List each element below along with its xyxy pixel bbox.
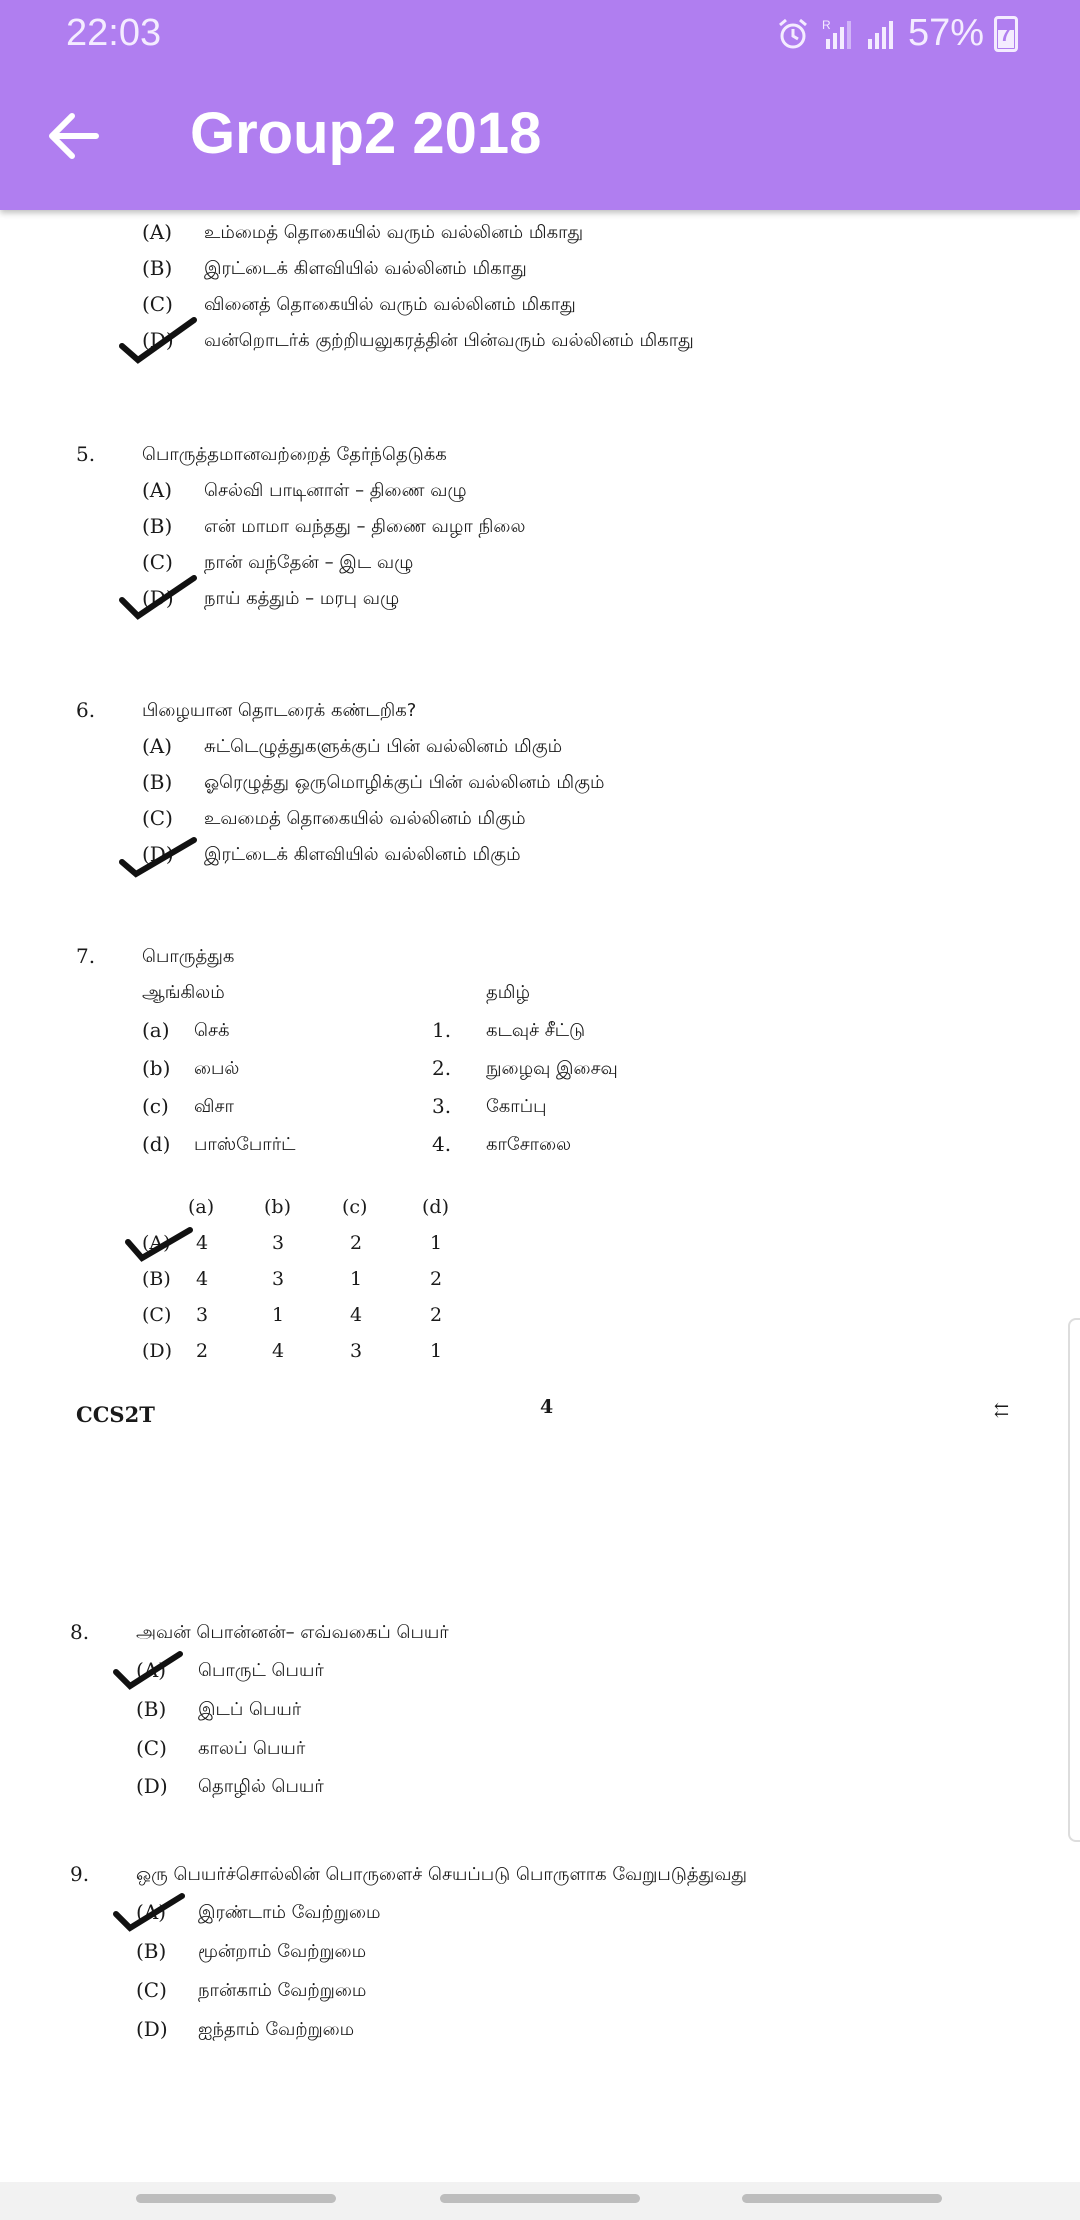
option-label: (D): [142, 842, 174, 866]
column-header-right: தமிழ்: [486, 982, 530, 1003]
status-icons: [776, 12, 1018, 55]
question-text: ஒரு பெயர்ச்சொல்லின் பொருளைச் செயப்படு பொருளாக வேறுபடுத்துவது: [136, 1864, 748, 1885]
option-text: நாய் கத்தும் – மரபு வழு: [204, 588, 400, 609]
checkmark-icon: [112, 1890, 192, 1940]
question-number: 8.: [70, 1620, 90, 1644]
option-label: (C): [142, 806, 173, 830]
option-text: ஓரெழுத்து ஒருமொழிக்குப் பின் வல்லினம் மிகும்: [204, 772, 605, 793]
checkmark-icon: [118, 572, 198, 622]
battery-icon: [994, 16, 1018, 52]
option-text: இரட்டைக் கிளவியில் வல்லினம் மிகாது: [204, 258, 527, 279]
app-bar: [0, 0, 1080, 210]
match-right-text: கோப்பு: [486, 1096, 547, 1117]
option-label: (A): [136, 1900, 167, 1924]
match-left-label: (a): [142, 1018, 170, 1042]
option-label: (B): [142, 514, 173, 538]
battery-percent: 57%: [907, 12, 984, 54]
grid-cell: 2: [430, 1268, 443, 1290]
svg-text:R: R: [821, 17, 831, 32]
match-right-text: கடவுச் சீட்டு: [486, 1020, 586, 1041]
checkmark-icon: [118, 314, 198, 364]
grid-cell: 1: [430, 1340, 443, 1362]
match-left-text: பைல்: [194, 1058, 240, 1079]
navigation-bar: [0, 2182, 1080, 2220]
option-label: (B): [142, 256, 173, 280]
question-text: பொருத்துக: [142, 946, 235, 967]
grid-cell: 1: [350, 1268, 363, 1290]
match-left-label: (d): [142, 1132, 171, 1156]
option-label: (B): [136, 1939, 167, 1963]
match-left-text: பாஸ்போர்ட்: [194, 1134, 296, 1155]
grid-cell: 1: [272, 1304, 285, 1326]
option-label: (A): [136, 1658, 167, 1682]
grid-cell: 2: [196, 1340, 209, 1362]
grid-cell: 3: [350, 1340, 363, 1362]
question-text: பொருத்தமானவற்றைத் தேர்ந்தெடுக்க: [142, 444, 447, 465]
question-text: பிழையான தொடரைக் கண்டறிக?: [142, 700, 417, 721]
option-label: (A): [142, 478, 173, 502]
grid-cell: 4: [196, 1232, 209, 1254]
paper-code: CCS2T: [76, 1402, 155, 1427]
option-text: என் மாமா வந்தது – திணை வழா நிலை: [204, 516, 526, 537]
question-text: அவன் பொன்னன்– எவ்வகைப் பெயர்: [136, 1622, 449, 1643]
grid-cell: 3: [196, 1304, 209, 1326]
option-text: இடப் பெயர்: [198, 1699, 302, 1720]
checkmark-icon: [124, 1222, 204, 1272]
page-title: Group2 2018: [190, 101, 542, 166]
option-text: இரண்டாம் வேற்றுமை: [198, 1902, 381, 1923]
question-number: 9.: [70, 1862, 90, 1886]
match-left-label: (b): [142, 1056, 171, 1080]
grid-cell: 4: [272, 1340, 285, 1362]
option-text: ஐந்தாம் வேற்றுமை: [198, 2019, 355, 2040]
signal-r-icon: [820, 17, 854, 51]
option-label: (D): [142, 586, 174, 610]
option-label: (C): [136, 1736, 167, 1760]
option-label: (A): [142, 220, 173, 244]
option-text: உவமைத் தொகையில் வல்லினம் மிகும்: [204, 808, 526, 829]
option-text: மூன்றாம் வேற்றுமை: [198, 1941, 367, 1962]
match-right-num: 3.: [432, 1094, 452, 1118]
option-text: தொழில் பெயர்: [198, 1776, 324, 1797]
option-text: நான் வந்தேன் – இட வழு: [204, 552, 414, 573]
grid-header: (a): [188, 1196, 215, 1218]
grid-cell: 4: [196, 1268, 209, 1290]
signal-icon: [864, 17, 898, 51]
option-text: உம்மைத் தொகையில் வரும் வல்லினம் மிகாது: [204, 222, 584, 243]
grid-header: (b): [264, 1196, 291, 1218]
grid-row-label: (D): [142, 1340, 173, 1362]
match-right-text: நுழைவு இசைவு: [486, 1058, 618, 1079]
nav-pill-center[interactable]: [440, 2194, 640, 2203]
back-button[interactable]: [44, 106, 104, 166]
document-page[interactable]: [0, 210, 1080, 2210]
checkmark-icon: [112, 1650, 192, 1700]
option-label: (C): [136, 1978, 167, 2002]
option-text: பொருட் பெயர்: [198, 1660, 324, 1681]
page-number: 4: [540, 1396, 554, 1418]
scroll-handle[interactable]: [1068, 1318, 1080, 1842]
match-left-text: செக்: [194, 1020, 230, 1041]
option-label: (C): [142, 550, 173, 574]
match-right-num: 4.: [432, 1132, 452, 1156]
option-label: (B): [136, 1697, 167, 1721]
grid-row-label: (A): [142, 1232, 171, 1254]
question-number: 5.: [76, 442, 96, 466]
page-mark: ⇇: [994, 1400, 1010, 1421]
alarm-icon: [776, 17, 810, 51]
option-text: வன்றொடர்க் குற்றியலுகரத்தின் பின்வரும் வல்லினம் மிகாது: [204, 330, 694, 351]
nav-pill-left[interactable]: [136, 2194, 336, 2203]
option-label: (B): [142, 770, 173, 794]
nav-pill-right[interactable]: [742, 2194, 942, 2203]
grid-cell: 3: [272, 1232, 285, 1254]
option-label: (D): [136, 2017, 168, 2041]
option-label: (D): [142, 328, 174, 352]
option-text: சுட்டெழுத்துகளுக்குப் பின் வல்லினம் மிகும்: [204, 736, 563, 757]
option-label: (C): [142, 292, 173, 316]
grid-cell: 4: [350, 1304, 363, 1326]
grid-row-label: (B): [142, 1268, 171, 1290]
option-label: (D): [136, 1774, 168, 1798]
column-header-left: ஆங்கிலம்: [142, 982, 225, 1003]
match-right-num: 2.: [432, 1056, 452, 1080]
question-number: 7.: [76, 944, 96, 968]
grid-cell: 2: [350, 1232, 363, 1254]
option-text: இரட்டைக் கிளவியில் வல்லினம் மிகும்: [204, 844, 521, 865]
match-right-num: 1.: [432, 1018, 452, 1042]
arrow-left-icon: [44, 106, 104, 166]
option-text: நான்காம் வேற்றுமை: [198, 1980, 367, 2001]
option-text: காலப் பெயர்: [198, 1738, 306, 1759]
grid-row-label: (C): [142, 1304, 172, 1326]
grid-cell: 3: [272, 1268, 285, 1290]
grid-cell: 1: [430, 1232, 443, 1254]
option-text: செல்வி பாடினாள் – திணை வழு: [204, 480, 467, 501]
grid-cell: 2: [430, 1304, 443, 1326]
match-right-text: காசோலை: [486, 1134, 572, 1155]
match-left-text: விசா: [194, 1096, 234, 1117]
question-number: 6.: [76, 698, 96, 722]
option-label: (A): [142, 734, 173, 758]
status-time: 22:03: [66, 12, 162, 54]
grid-header: (c): [342, 1196, 368, 1218]
match-left-label: (c): [142, 1094, 169, 1118]
option-text: வினைத் தொகையில் வரும் வல்லினம் மிகாது: [204, 294, 576, 315]
checkmark-icon: [118, 832, 198, 882]
grid-header: (d): [422, 1196, 449, 1218]
battery-bolt: 7: [1000, 23, 1012, 46]
